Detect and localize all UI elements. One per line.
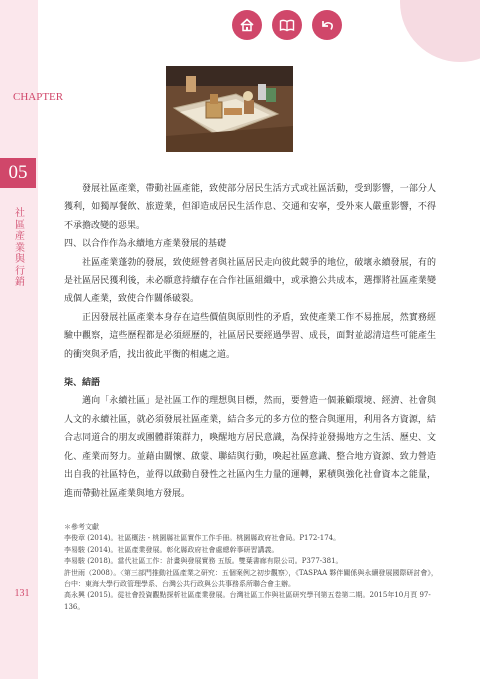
book-icon xyxy=(278,16,296,34)
references xyxy=(64,522,440,613)
reference-item: 許世雨（2008）。〈第三部門推動社區產業之研究：五個案例之初步觀察〉，《TASPAA 夥伴關係與永續發展國際研討會》，台中：東海大學行政管理學系、台灣公共行政與公共事務系所聯合會主辦。 xyxy=(64,568,438,589)
home-icon xyxy=(238,16,256,34)
corner-decoration xyxy=(400,0,480,62)
back-arrow-icon xyxy=(318,16,336,34)
chapter-number: 05 xyxy=(0,158,36,188)
chapter-label: CHAPTER xyxy=(13,91,64,103)
craft-photo xyxy=(166,66,293,152)
section-heading: 柒、結語 xyxy=(64,378,101,389)
main-text xyxy=(64,180,436,503)
contents-button[interactable] xyxy=(272,10,302,40)
chapter-title: 社區產業與行銷 xyxy=(15,208,25,288)
page-number: 131 xyxy=(14,588,30,599)
chapter-sidebar xyxy=(0,0,64,679)
subheading-4: 四、以合作作為永續地方產業發展的基礎 xyxy=(64,239,227,250)
reference-item: 李俊章 (2014)。社區概法 - 桃園縣社區實作工作手冊。桃園縣政府社會局。P172-174。 xyxy=(64,534,341,543)
back-button[interactable] xyxy=(312,10,342,40)
paragraph-4: 邁向「永續社區」是社區工作的理想與目標，然而，要營造一個兼顧環境、經濟、社會與人文的永續社區，就必須發展社區產業，結合多元的多方位的整合與運用，利用各方資源，結合志同道合的朋友或團體群策群力，喚醒地方居民意識，為保持並發揚地方之生活、歷史、文化、產業而努力。並藉由關懷、啟蒙、聯結與行動，喚起社區意識、整合地方資源、致力營造出自我的社區特色，並得以啟動自發性之社區內生力量的運轉，累積與強化社會資本之能量，進而帶動社區產業與地方發展。 xyxy=(64,396,436,499)
nav-buttons xyxy=(232,10,342,40)
reference-item: 李易駿 (2014)。社區產業發展。彰化縣政府社會處總幹事研習講義。 xyxy=(64,545,279,554)
home-button[interactable] xyxy=(232,10,262,40)
references-heading: ＊參考文獻 xyxy=(64,523,99,531)
paragraph-1: 發展社區產業，帶動社區產能，致使部分居民生活方式或社區活動，受到影響，一部分人獲利，如獨厚餐飲、旅遊業，但卻造成居民生活作息、交通和安寧，受外來人嚴重影響，不得不承擔改變的惡果。 xyxy=(64,184,436,231)
reference-item: 高永興 (2015)。從社會投資觀點探析社區產業發展。台灣社區工作與社區研究學刊第五卷第二期。2015年10月頁 97-136。 xyxy=(64,591,431,611)
paragraph-2: 社區產業蓬勃的發展，致使經營者與社區居民走向彼此競爭的地位，破壞永續發展，有的是社區居民獲利後，未必願意持續存在合作社區組織中，或承擔公共成本，選擇將社區產業變成個人產業，致使合作關係破裂。 xyxy=(64,257,436,305)
paragraph-3: 正因發展社區產業本身存在這些價值與原則性的矛盾，致使產業工作不易推展，然實務經驗中觀察，這些歷程都是必須經歷的，社區居民要經過學習、成長，面對並認清這些可能產生的衝突與矛盾，找出彼此平衡的相處之道。 xyxy=(64,312,436,360)
reference-item: 李易駿 (2018)。當代社區工作：計畫與發展實務 五版。雙葉書廊有限公司。P377-381。 xyxy=(64,557,343,566)
